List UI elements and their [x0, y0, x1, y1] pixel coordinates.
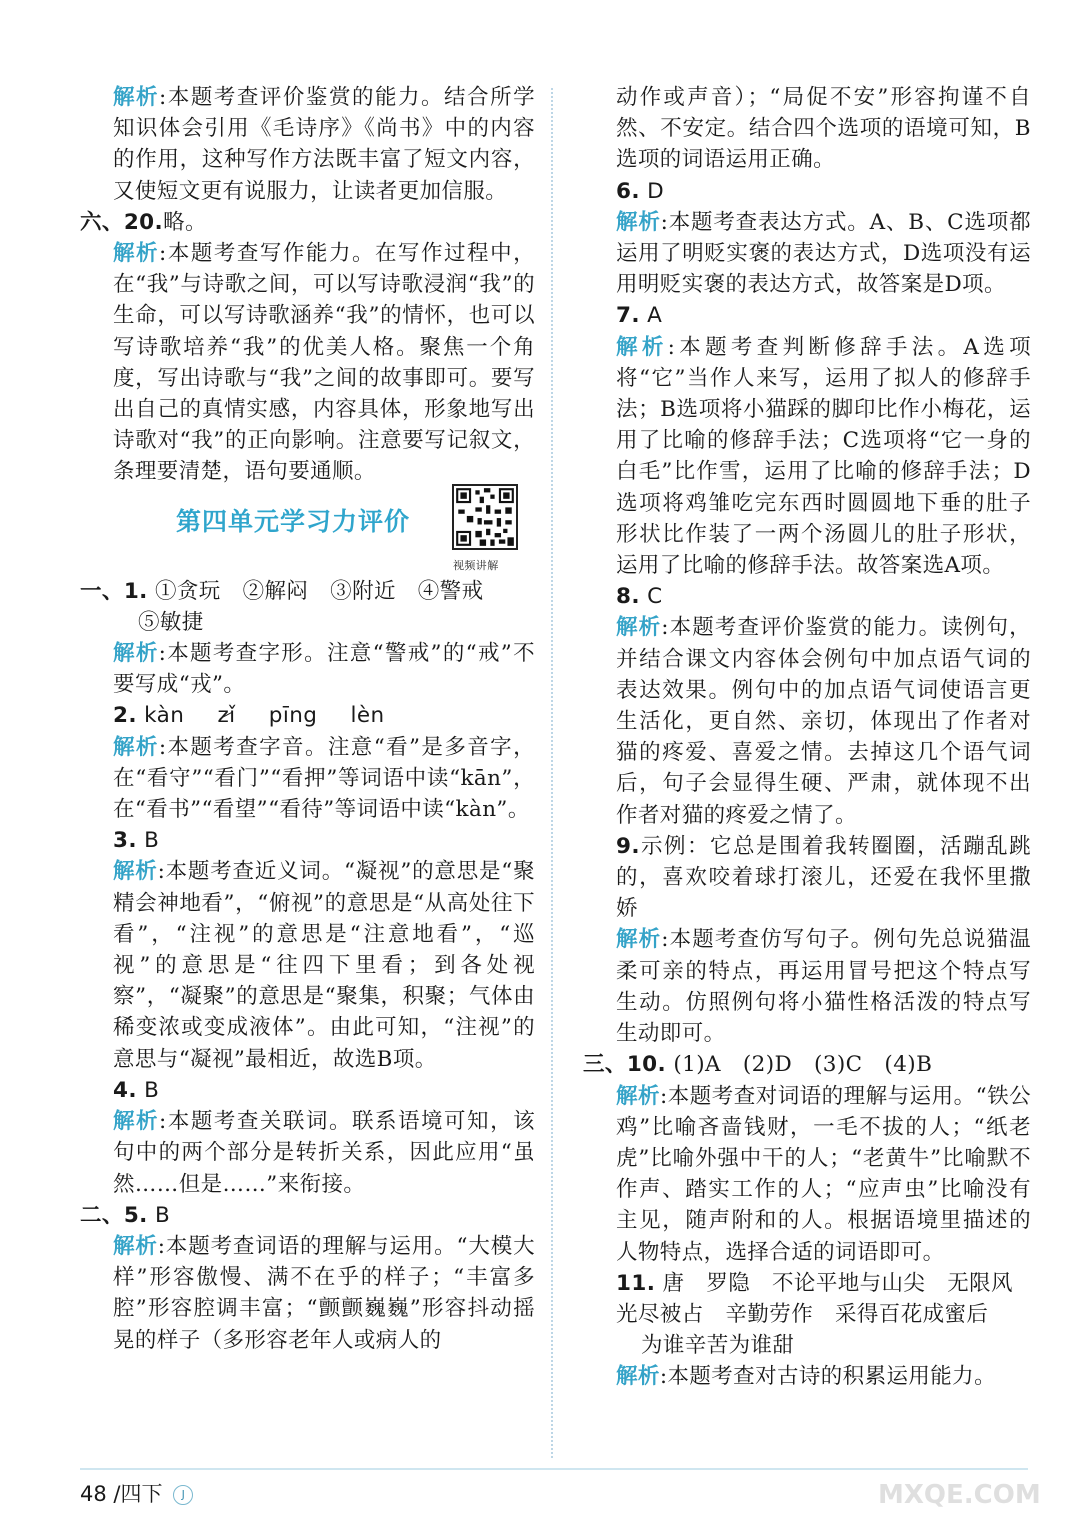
watermark: MXQE.COM [878, 1480, 1041, 1510]
page-footer [80, 1478, 193, 1508]
pinyin-len: lèn [350, 703, 385, 729]
question-11-answer: 11. 唐 罗隐 不论平地与山尖 无限风光尽被占 辛勤劳作 采得百花成蜜后 [616, 1270, 1013, 1327]
question-5-analysis-cont: 动作或声音）；“局促不安”形容拘谨不自然、不安定。结合四个选项的语境可知，B选项的词语运用正确。 [616, 85, 1031, 173]
analysis-continued: 解析:本题考查评价鉴赏的能力。结合所学知识体会引用《毛诗序》《尚书》中的内容的作用，这种写作方法既丰富了短文内容，又使短文更有说服力，让读者更加信服。 [113, 85, 535, 204]
question-5-answer: 二、5. B [80, 1202, 171, 1228]
unit-header [80, 488, 535, 576]
question-11-answer-cont: 为谁辛苦为谁甜 [641, 1333, 795, 1359]
column-divider [551, 88, 553, 1458]
footer-rule [80, 1468, 1028, 1470]
question-1-analysis: 解析:本题考查字形。注意“警戒”的“戒”不要写成“戎”。 [113, 641, 535, 698]
question-4-analysis: 解析:本题考查关联词。联系语境可知，该句中的两个部分是转折关系，因此应用“虽然……但是……”来衔接。 [113, 1109, 535, 1197]
unit-title: 第四单元学习力评价 [176, 506, 411, 536]
qr-code-icon[interactable] [452, 484, 518, 550]
question-3-analysis: 解析:本题考查近义词。“凝视”的意思是“聚精会神地看”，“俯视”的意思是“从高处往下看”，“注视”的意思是“注意地看”，“巡视”的意思是“往四下里看；到各处视察”，“凝聚”的意思是“聚集，积聚；气体由稀变浓或变成液体”。由此可知，“注视”的意思与“凝视”最相近，故选B项。 [113, 859, 535, 1072]
question-9-answer: 9.示例：它总是围着我转圈圈，活蹦乱跳的，喜欢咬着球打滚儿，还爱在我怀里撒娇 [616, 833, 1031, 922]
page-number: 48 [80, 1482, 107, 1506]
grade-label: 四下 [120, 1482, 163, 1506]
qr-caption: 视频讲解 [453, 558, 499, 572]
question-1-answer: 一、1. ①贪玩 ②解闷 ③附近 ④警戒 [80, 578, 484, 604]
question-10-analysis: 解析:本题考查对词语的理解与运用。“铁公鸡”比喻吝啬钱财，一毛不拔的人；“纸老虎”比喻外强中干的人；“老黄牛”比喻默不作声、踏实工作的人；“应声虫”比喻没有主见，随声附和的人。根据语境里描述的人物特点，选择合适的词语即可。 [616, 1083, 1031, 1265]
question-5-analysis: 解析:本题考查词语的理解与运用。“大模大样”形容傲慢、满不在乎的样子；“丰富多腔”形容腔调丰富；“颤颤巍巍”形容抖动摇晃的样子（多形容老年人或病人的 [113, 1233, 535, 1353]
question-3-answer: 3. B [113, 828, 160, 854]
question-2-answer: 2. kàn zǐ pīng lèn [80, 700, 535, 731]
question-7-answer: 7. A [616, 303, 663, 329]
question-9-analysis: 解析:本题考查仿写句子。例句先总说猫温柔可亲的特点，再运用冒号把这个特点写生动。仿照例句将小猫性格活泼的特点写生动即可。 [616, 927, 1031, 1047]
question-6-answer: 6. D [616, 178, 665, 204]
pinyin-zi-struck: zǐ [217, 703, 236, 729]
pinyin-ping: pīng [268, 703, 318, 729]
pinyin-kan: kàn [144, 703, 185, 729]
edition-badge-icon: J [173, 1485, 193, 1505]
left-column [80, 82, 535, 1356]
right-column [583, 82, 1031, 1393]
question-6-analysis: 解析:本题考查表达方式。A、B、C选项都运用了明贬实褒的表达方式，D选项没有运用明贬实褒的表达方式，故答案是D项。 [616, 209, 1031, 298]
question-10-answer: 三、10. (1)A (2)D (3)C (4)B [583, 1052, 933, 1078]
question-11-analysis: 解析:本题考查对古诗的积累运用能力。 [616, 1364, 996, 1390]
footer-separator: / [113, 1482, 121, 1506]
analysis-tag: 解析 [113, 85, 160, 110]
question-8-analysis: 解析:本题考查评价鉴赏的能力。读例句，并结合课文内容体会例句中加点语气词的表达效果。例句中的加点语气词使语言更生活化，更自然、亲切，体现出了作者对猫的疼爱、喜爱之情。去掉这几个语气词后，句子会显得生硬、严肃，就体现不出作者对猫的疼爱之情了。 [616, 615, 1031, 828]
question-8-answer: 8. C [616, 584, 663, 610]
question-20-analysis: 解析:本题考查写作能力。在写作过程中，在“我”与诗歌之间，可以写诗歌浸润“我”的生命，可以写诗歌涵养“我”的情怀，也可以写诗歌培养“我”的优美人格。聚焦一个角度，写出诗歌与“我”之间的故事即可。要写出自己的真情实感，内容具体，形象地写出诗歌对“我”的正向影响。注意要写记叙文，条理要清楚，语句要通顺。 [113, 241, 535, 485]
question-7-analysis: 解析:本题考查判断修辞手法。A选项将“它”当作人来写，运用了拟人的修辞手法；B选项将小猫踩的脚印比作小梅花，运用了比喻的修辞手法；C选项将“它一身的白毛”比作雪，运用了比喻的修辞手法；D选项将鸡雏吃完东西时圆圆地下垂的肚子形状比作装了一两个汤圆儿的肚子形状，运用了比喻的修辞手法。故答案选A项。 [616, 334, 1031, 579]
question-4-answer: 4. B [113, 1077, 160, 1103]
question-1-answer-cont: ⑤敏捷 [138, 609, 204, 635]
question-2-analysis: 解析:本题考查字音。注意“看”是多音字，在“看守”“看门”“看押”等词语中读“kān”，在“看书”“看望”“看待”等词语中读“kàn”。 [113, 734, 535, 823]
question-20-answer: 六、20.略。 [80, 209, 207, 235]
